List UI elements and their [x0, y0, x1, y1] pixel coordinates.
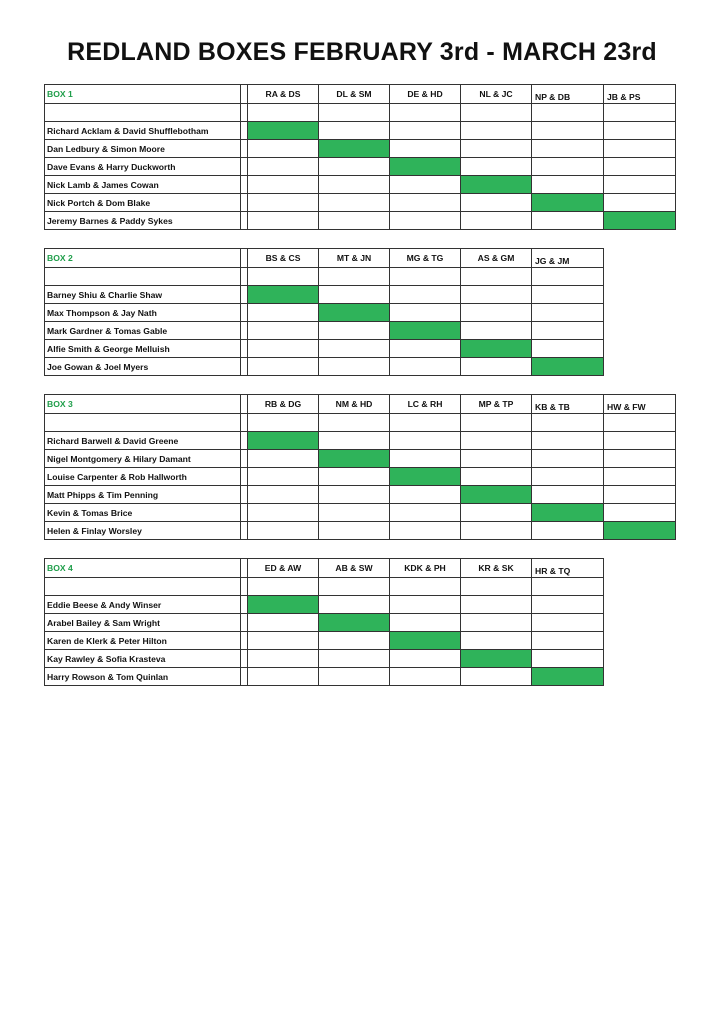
pair-header: KDK & PH [390, 559, 461, 578]
team-name: Dan Ledbury & Simon Moore [45, 140, 241, 158]
self-match-cell [319, 304, 390, 322]
self-match-cell [319, 450, 390, 468]
table-row [45, 614, 604, 632]
pair-header: RB & DG [248, 395, 319, 414]
team-name: Barney Shiu & Charlie Shaw [45, 286, 241, 304]
team-name: Richard Acklam & David Shufflebotham [45, 122, 241, 140]
table-row [45, 504, 676, 522]
self-match-cell [532, 668, 604, 686]
self-match-cell [390, 322, 461, 340]
box-1-section [44, 84, 676, 230]
page-title: REDLAND BOXES FEBRUARY 3rd - MARCH 23rd [67, 38, 657, 66]
team-name: Matt Phipps & Tim Penning [45, 486, 241, 504]
table-row [45, 522, 676, 540]
table-row [45, 158, 676, 176]
team-name: Karen de Klerk & Peter Hilton [45, 632, 241, 650]
header-row [45, 85, 676, 104]
header-row [45, 559, 604, 578]
table-row [45, 450, 676, 468]
pair-header: NP & DB [532, 85, 604, 104]
self-match-cell [319, 140, 390, 158]
self-match-cell [461, 340, 532, 358]
team-name: Max Thompson & Jay Nath [45, 304, 241, 322]
box-label: BOX 2 [45, 249, 241, 268]
pair-header: JG & JM [532, 249, 604, 268]
team-name: Harry Rowson & Tom Quinlan [45, 668, 241, 686]
self-match-cell [604, 522, 676, 540]
team-name: Dave Evans & Harry Duckworth [45, 158, 241, 176]
self-match-cell [532, 358, 604, 376]
table-row [45, 140, 676, 158]
pair-header: MP & TP [461, 395, 532, 414]
team-name: Helen & Finlay Worsley [45, 522, 241, 540]
pair-header: HW & FW [604, 395, 676, 414]
box-4-table [44, 558, 604, 686]
pair-header: DL & SM [319, 85, 390, 104]
table-row [45, 212, 676, 230]
team-name: Richard Barwell & David Greene [45, 432, 241, 450]
pair-header: JB & PS [604, 85, 676, 104]
team-name: Nick Portch & Dom Blake [45, 194, 241, 212]
team-name: Kevin & Tomas Brice [45, 504, 241, 522]
self-match-cell [532, 194, 604, 212]
table-row [45, 322, 604, 340]
table-row [45, 468, 676, 486]
table-row [45, 340, 604, 358]
self-match-cell [461, 486, 532, 504]
table-row [45, 194, 676, 212]
table-row [45, 176, 676, 194]
self-match-cell [532, 504, 604, 522]
self-match-cell [248, 122, 319, 140]
team-name: Alfie Smith & George Melluish [45, 340, 241, 358]
box-1-table [44, 84, 676, 230]
box-label: BOX 3 [45, 395, 241, 414]
self-match-cell [248, 596, 319, 614]
header-row [45, 395, 676, 414]
pair-header: AS & GM [461, 249, 532, 268]
team-name: Mark Gardner & Tomas Gable [45, 322, 241, 340]
pair-header: KB & TB [532, 395, 604, 414]
box-2-table [44, 248, 604, 376]
self-match-cell [390, 158, 461, 176]
pair-header: MG & TG [390, 249, 461, 268]
pair-header: DE & HD [390, 85, 461, 104]
self-match-cell [604, 212, 676, 230]
spacer-row [45, 578, 604, 596]
table-row [45, 596, 604, 614]
team-name: Kay Rawley & Sofia Krasteva [45, 650, 241, 668]
pair-header: ED & AW [248, 559, 319, 578]
team-name: Arabel Bailey & Sam Wright [45, 614, 241, 632]
self-match-cell [248, 286, 319, 304]
self-match-cell [390, 468, 461, 486]
box-3-table [44, 394, 676, 540]
box-label: BOX 1 [45, 85, 241, 104]
pair-header: AB & SW [319, 559, 390, 578]
pair-header: RA & DS [248, 85, 319, 104]
table-row [45, 668, 604, 686]
table-row [45, 304, 604, 322]
table-row [45, 122, 676, 140]
spacer-row [45, 414, 676, 432]
team-name: Louise Carpenter & Rob Hallworth [45, 468, 241, 486]
self-match-cell [390, 632, 461, 650]
pair-header: BS & CS [248, 249, 319, 268]
header-row [45, 249, 604, 268]
self-match-cell [319, 614, 390, 632]
table-row [45, 432, 676, 450]
team-name: Jeremy Barnes & Paddy Sykes [45, 212, 241, 230]
table-row [45, 650, 604, 668]
box-2-section [44, 248, 604, 376]
table-row [45, 286, 604, 304]
pair-header: HR & TQ [532, 559, 604, 578]
box-4-section [44, 558, 604, 686]
box-label: BOX 4 [45, 559, 241, 578]
table-row [45, 358, 604, 376]
team-name: Nigel Montgomery & Hilary Damant [45, 450, 241, 468]
pair-header: LC & RH [390, 395, 461, 414]
team-name: Nick Lamb & James Cowan [45, 176, 241, 194]
table-row [45, 486, 676, 504]
pair-header: KR & SK [461, 559, 532, 578]
pair-header: NM & HD [319, 395, 390, 414]
pair-header: MT & JN [319, 249, 390, 268]
spacer-row [45, 104, 676, 122]
box-3-section [44, 394, 676, 540]
self-match-cell [461, 650, 532, 668]
spacer-row [45, 268, 604, 286]
self-match-cell [461, 176, 532, 194]
table-row [45, 632, 604, 650]
self-match-cell [248, 432, 319, 450]
team-name: Joe Gowan & Joel Myers [45, 358, 241, 376]
pair-header: NL & JC [461, 85, 532, 104]
team-name: Eddie Beese & Andy Winser [45, 596, 241, 614]
